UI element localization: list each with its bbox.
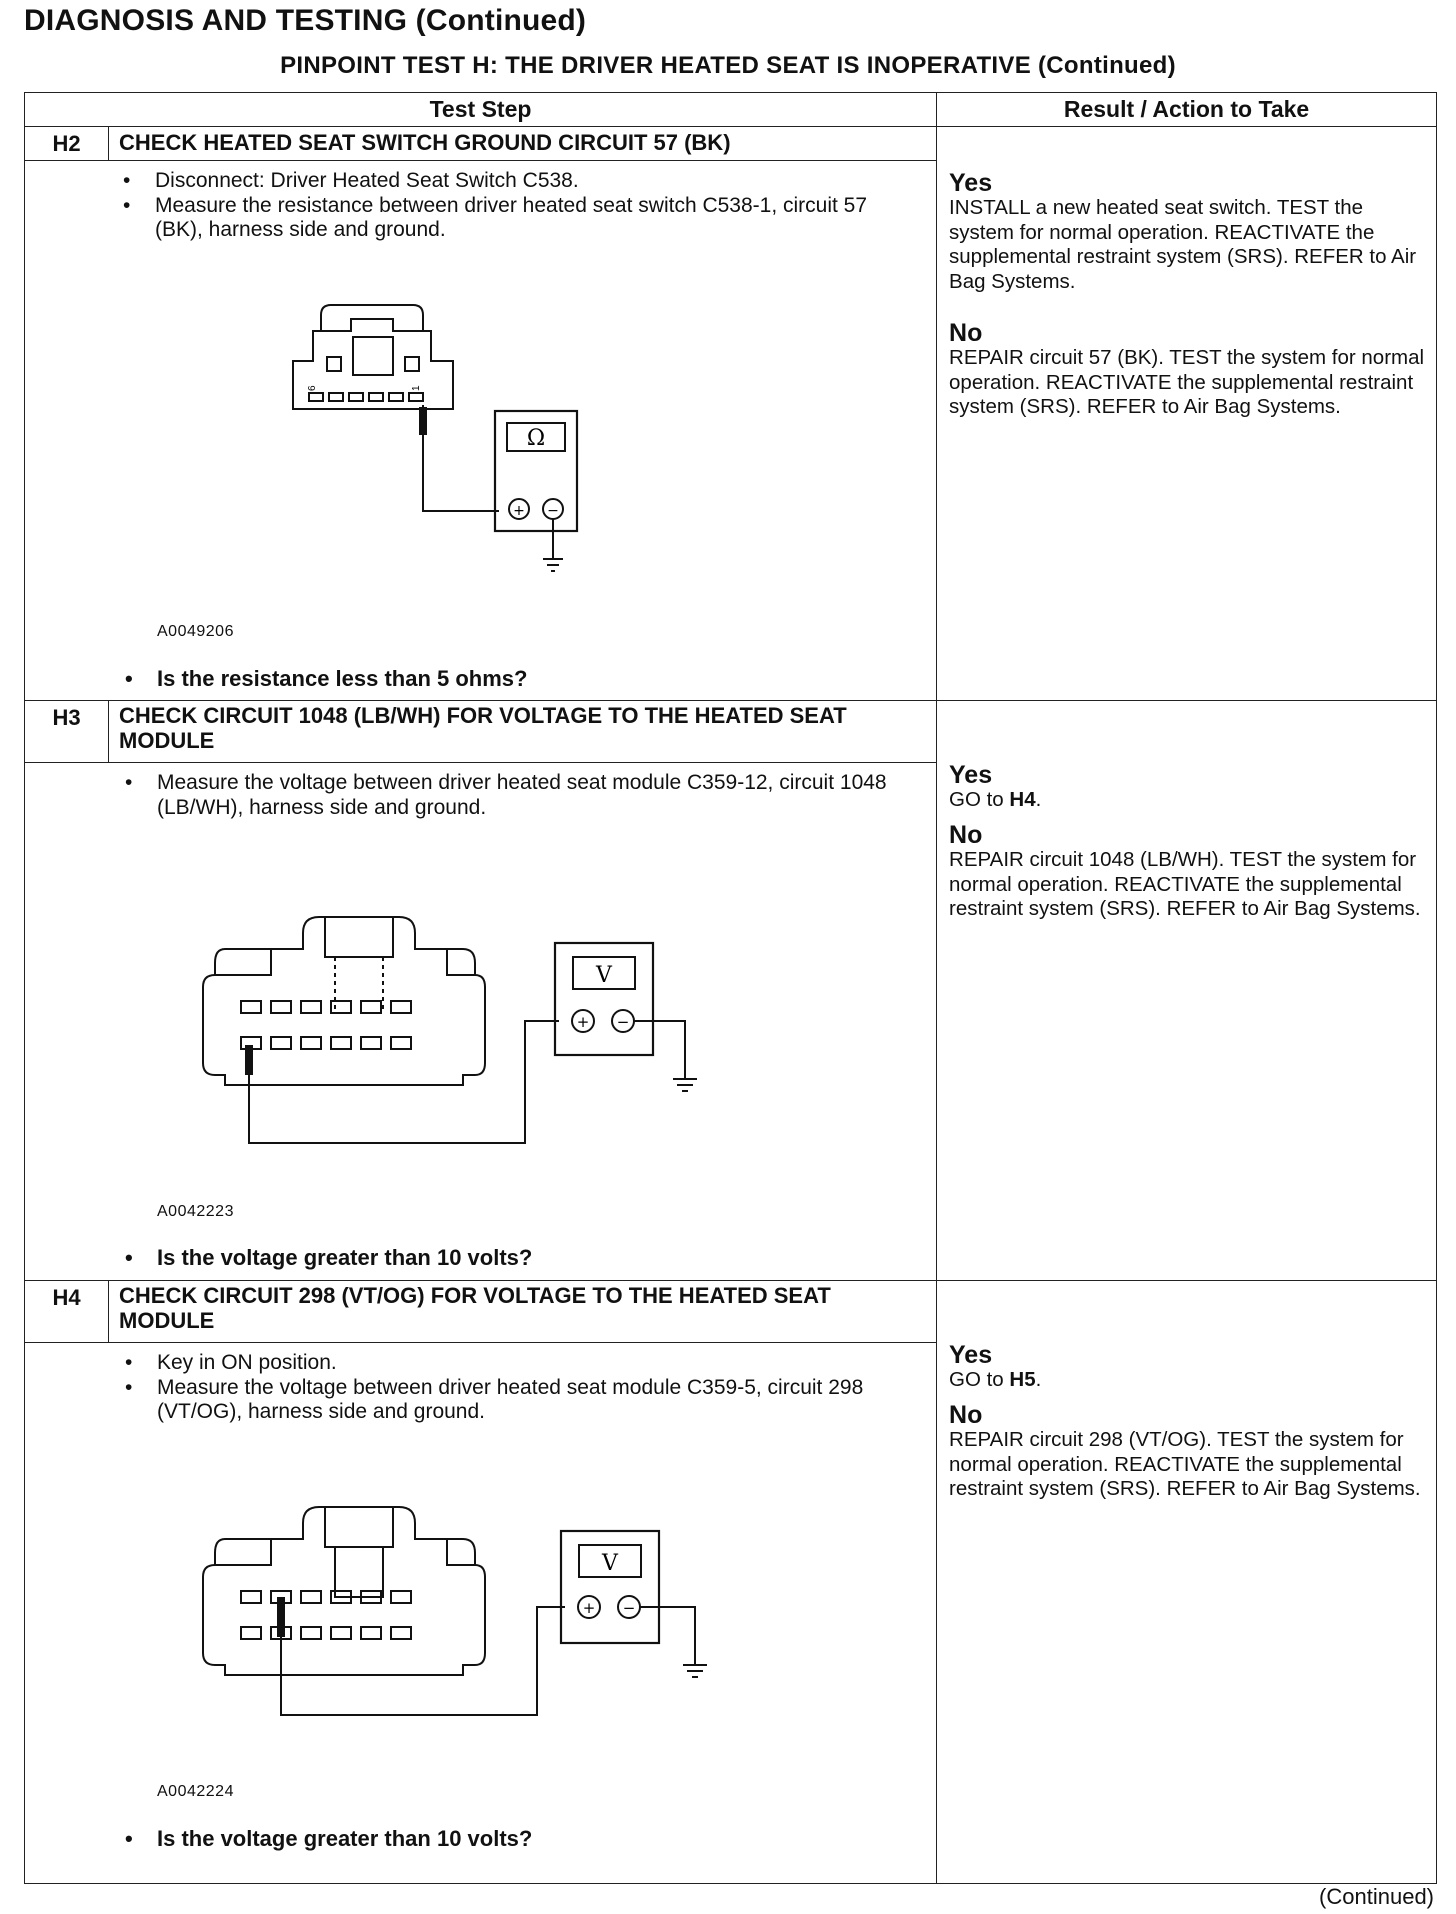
connector-key [353,337,393,375]
test-probe [245,1045,253,1075]
ohmmeter-diagram [263,301,683,591]
step-question: • Is the voltage greater than 10 volts? [125,1245,532,1271]
multimeter [555,943,653,1055]
step-h2-body [25,161,937,701]
step-title: CHECK CIRCUIT 298 (VT/OG) FOR VOLTAGE TO THE HEATED SEAT MODULE [109,1281,937,1343]
step-id: H4 [25,1281,109,1343]
step-instruction: • Measure the resistance between driver heated seat switch C538-1, circuit 57 (BK), harness side and ground. [123,194,912,243]
voltmeter-diagram [185,1493,745,1753]
result-no-action: REPAIR circuit 298 (VT/OG). TEST the system for normal operation. REACTIVATE the supplemental restraint system (SRS). REFER to Air Bag Systems. [949,1428,1421,1501]
meter-plus-label: + [576,1013,590,1031]
connector-pin-label: 6 [307,385,318,391]
step-title: CHECK HEATED SEAT SWITCH GROUND CIRCUIT 57 (BK) [109,127,937,161]
connector-terminals-top-row [241,1001,411,1013]
meter-symbol: Ω [526,426,546,451]
connector-window-left [327,357,341,371]
multimeter [561,1531,659,1643]
ground-symbol [543,519,563,571]
connector-body [293,319,453,409]
step-instruction: • Measure the voltage between driver heated seat module C359-12, circuit 1048 (LB/WH), harness side and ground. [125,771,912,820]
connector-terminals-bottom-row [241,1037,411,1049]
step-question: • Is the resistance less than 5 ohms? [125,666,527,692]
voltmeter-diagram [185,903,745,1163]
step-h3-title-row [25,701,1437,763]
connector-terminals [309,393,423,401]
meter-symbol: V [596,963,612,988]
pinpoint-test-table [24,92,1437,1884]
result-yes-target-step[interactable]: H5 [1009,1368,1036,1391]
step-id: H3 [25,701,109,763]
step-instruction: • Key in ON position. [125,1351,912,1376]
step-h4-body [25,1343,937,1884]
test-lead-wire [281,1607,565,1715]
result-no-label: No [949,319,983,347]
result-yes-label: Yes [949,761,993,789]
step-h2-result [937,127,1437,701]
result-yes-action: INSTALL a new heated seat switch. TEST the system for normal operation. REACTIVATE the supplemental restraint system (SRS). REFER to Air Bag Systems. [949,196,1417,293]
result-yes-action-suffix: . [1035,788,1042,811]
test-lead-wire [249,1021,559,1143]
page-title: DIAGNOSIS AND TESTING (Continued) [24,4,587,37]
result-yes-action [949,1368,1426,1393]
result-yes-action-prefix: GO to [949,1368,1010,1391]
figure-code: A0042223 [157,1203,234,1220]
test-probe [277,1597,285,1637]
result-yes-action [949,788,1426,813]
test-lead-wire [423,405,499,511]
step-instruction: • Measure the voltage between driver heated seat module C359-5, circuit 298 (VT/OG), harness side and ground. [125,1376,912,1425]
connector-key [335,1547,383,1597]
result-yes-action-prefix: GO to [949,788,1010,811]
step-instruction: • Disconnect: Driver Heated Seat Switch C538. [123,169,912,194]
step-h2-title-row [25,127,1437,161]
step-question: • Is the voltage greater than 10 volts? [125,1826,532,1852]
meter-plus-label: + [513,503,525,519]
step-h3-result [937,701,1437,1281]
result-yes-label: Yes [949,1341,993,1369]
connector-window-right [405,357,419,371]
result-no-label: No [949,1401,983,1429]
column-header-test-step: Test Step [25,93,937,127]
figure-code: A0042224 [157,1783,234,1800]
connector-terminals-top-row [241,1591,411,1603]
meter-minus-label: − [622,1599,636,1617]
column-header-result: Result / Action to Take [937,93,1437,127]
result-yes-label: Yes [949,169,993,197]
result-yes-action-suffix: . [1035,1368,1042,1391]
meter-plus-label: + [582,1599,596,1617]
continued-footer: (Continued) [1319,1884,1434,1909]
connector-latch [325,917,393,957]
meter-symbol: V [602,1551,618,1576]
step-h4-result [937,1281,1437,1884]
connector-latch [325,1507,393,1547]
figure-code: A0049206 [157,623,234,640]
step-h3-body [25,763,937,1281]
step-id: H2 [25,127,109,161]
table-header-row [25,93,1437,127]
step-title: CHECK CIRCUIT 1048 (LB/WH) FOR VOLTAGE TO THE HEATED SEAT MODULE [109,701,937,763]
result-yes-target-step[interactable]: H4 [1009,788,1036,811]
step-h4-title-row [25,1281,1437,1343]
test-probe [419,407,427,435]
meter-minus-label: − [616,1013,630,1031]
connector-pin-label: 1 [411,385,422,391]
meter-minus-label: − [547,503,559,519]
connector-terminals-bottom-row [241,1627,411,1639]
pinpoint-test-title: PINPOINT TEST H: THE DRIVER HEATED SEAT IS INOPERATIVE (Continued) [280,52,1176,79]
result-no-label: No [949,821,983,849]
result-no-action: REPAIR circuit 1048 (LB/WH). TEST the system for normal operation. REACTIVATE the supplemental restraint system (SRS). REFER to Air Bag Systems. [949,848,1421,921]
result-no-action: REPAIR circuit 57 (BK). TEST the system for normal operation. REACTIVATE the supplemental restraint system (SRS). REFER to Air Bag Systems. [949,346,1425,419]
